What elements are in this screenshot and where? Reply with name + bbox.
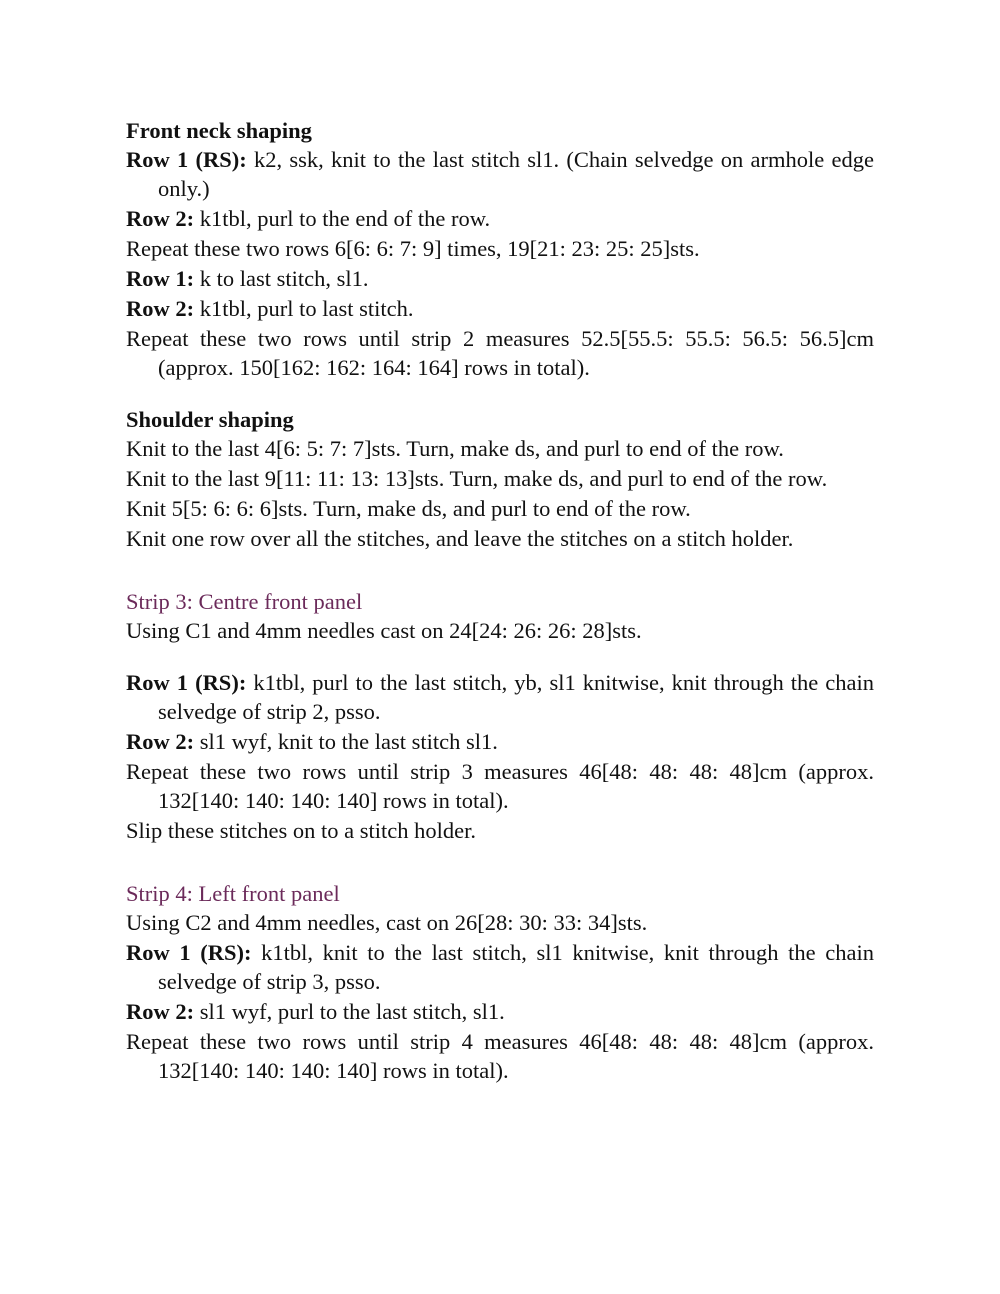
strip4-cast-on: Using C2 and 4mm needles, cast on 26[28: 30: 33: 34]sts.	[126, 910, 648, 935]
shoulder-line2: Knit to the last 9[11: 11: 13: 13]sts. Turn, make ds, and purl to end of the row.	[126, 466, 828, 491]
row-text: k2, ssk, knit to the last stitch sl1. (Chain selvedge on armhole edge only.)	[158, 147, 874, 201]
row-label: Row 1 (RS):	[126, 670, 247, 695]
shoulder-line4: Knit one row over all the stitches, and leave the stitches on a stitch holder.	[126, 526, 794, 551]
document-page	[126, 116, 874, 1086]
shoulder-line3: Knit 5[5: 6: 6: 6]sts. Turn, make ds, and purl to end of the row.	[126, 496, 691, 521]
spacer	[126, 383, 874, 405]
row-label: Row 1 (RS):	[126, 940, 252, 965]
front-neck-row2b	[126, 294, 874, 323]
front-neck-heading: Front neck shaping	[126, 118, 312, 143]
row-label: Row 2:	[126, 729, 195, 754]
strip3-repeat: Repeat these two rows until strip 3 measures 46[48: 48: 48: 48]cm (approx. 132[140: 140: 140: 140] rows in total).	[126, 759, 874, 813]
row-text: k1tbl, purl to last stitch.	[194, 296, 414, 321]
row-text: sl1 wyf, purl to the last stitch, sl1.	[194, 999, 505, 1024]
front-neck-row1b	[126, 264, 874, 293]
strip3-slip: Slip these stitches on to a stitch holder.	[126, 818, 476, 843]
row-text: k1tbl, purl to the last stitch, yb, sl1 knitwise, knit through the chain selvedge of strip 2, psso.	[158, 670, 874, 724]
row-label: Row 2:	[126, 296, 195, 321]
row-text: sl1 wyf, knit to the last stitch sl1.	[194, 729, 498, 754]
strip3-title: Strip 3: Centre front panel	[126, 589, 363, 614]
row-label: Row 1 (RS):	[126, 147, 247, 172]
strip3-row2	[126, 727, 874, 756]
spacer	[126, 554, 874, 587]
front-neck-row2	[126, 204, 874, 233]
row-label: Row 2:	[126, 999, 195, 1024]
strip3-row1	[126, 668, 874, 726]
row-text: k1tbl, knit to the last stitch, sl1 knitwise, knit through the chain selvedge of strip 3, psso.	[158, 940, 874, 994]
front-neck-repeat1: Repeat these two rows 6[6: 6: 7: 9] times, 19[21: 23: 25: 25]sts.	[126, 236, 700, 261]
row-label: Row 2:	[126, 206, 195, 231]
row-text: k1tbl, purl to the end of the row.	[194, 206, 491, 231]
row-label: Row 1:	[126, 266, 195, 291]
shoulder-heading: Shoulder shaping	[126, 407, 294, 432]
front-neck-repeat2: Repeat these two rows until strip 2 measures 52.5[55.5: 55.5: 56.5: 56.5]cm (approx. 150[162: 162: 164: 164] rows in total).	[126, 326, 874, 380]
spacer	[126, 846, 874, 879]
strip4-title: Strip 4: Left front panel	[126, 881, 340, 906]
front-neck-row1	[126, 145, 874, 203]
strip4-repeat: Repeat these two rows until strip 4 measures 46[48: 48: 48: 48]cm (approx. 132[140: 140: 140: 140] rows in total).	[126, 1029, 874, 1083]
row-text: k to last stitch, sl1.	[194, 266, 369, 291]
shoulder-line1: Knit to the last 4[6: 5: 7: 7]sts. Turn, make ds, and purl to end of the row.	[126, 436, 784, 461]
strip4-row2	[126, 997, 874, 1026]
strip3-cast-on: Using C1 and 4mm needles cast on 24[24: 26: 26: 28]sts.	[126, 618, 642, 643]
strip4-row1	[126, 938, 874, 996]
spacer	[126, 646, 874, 668]
